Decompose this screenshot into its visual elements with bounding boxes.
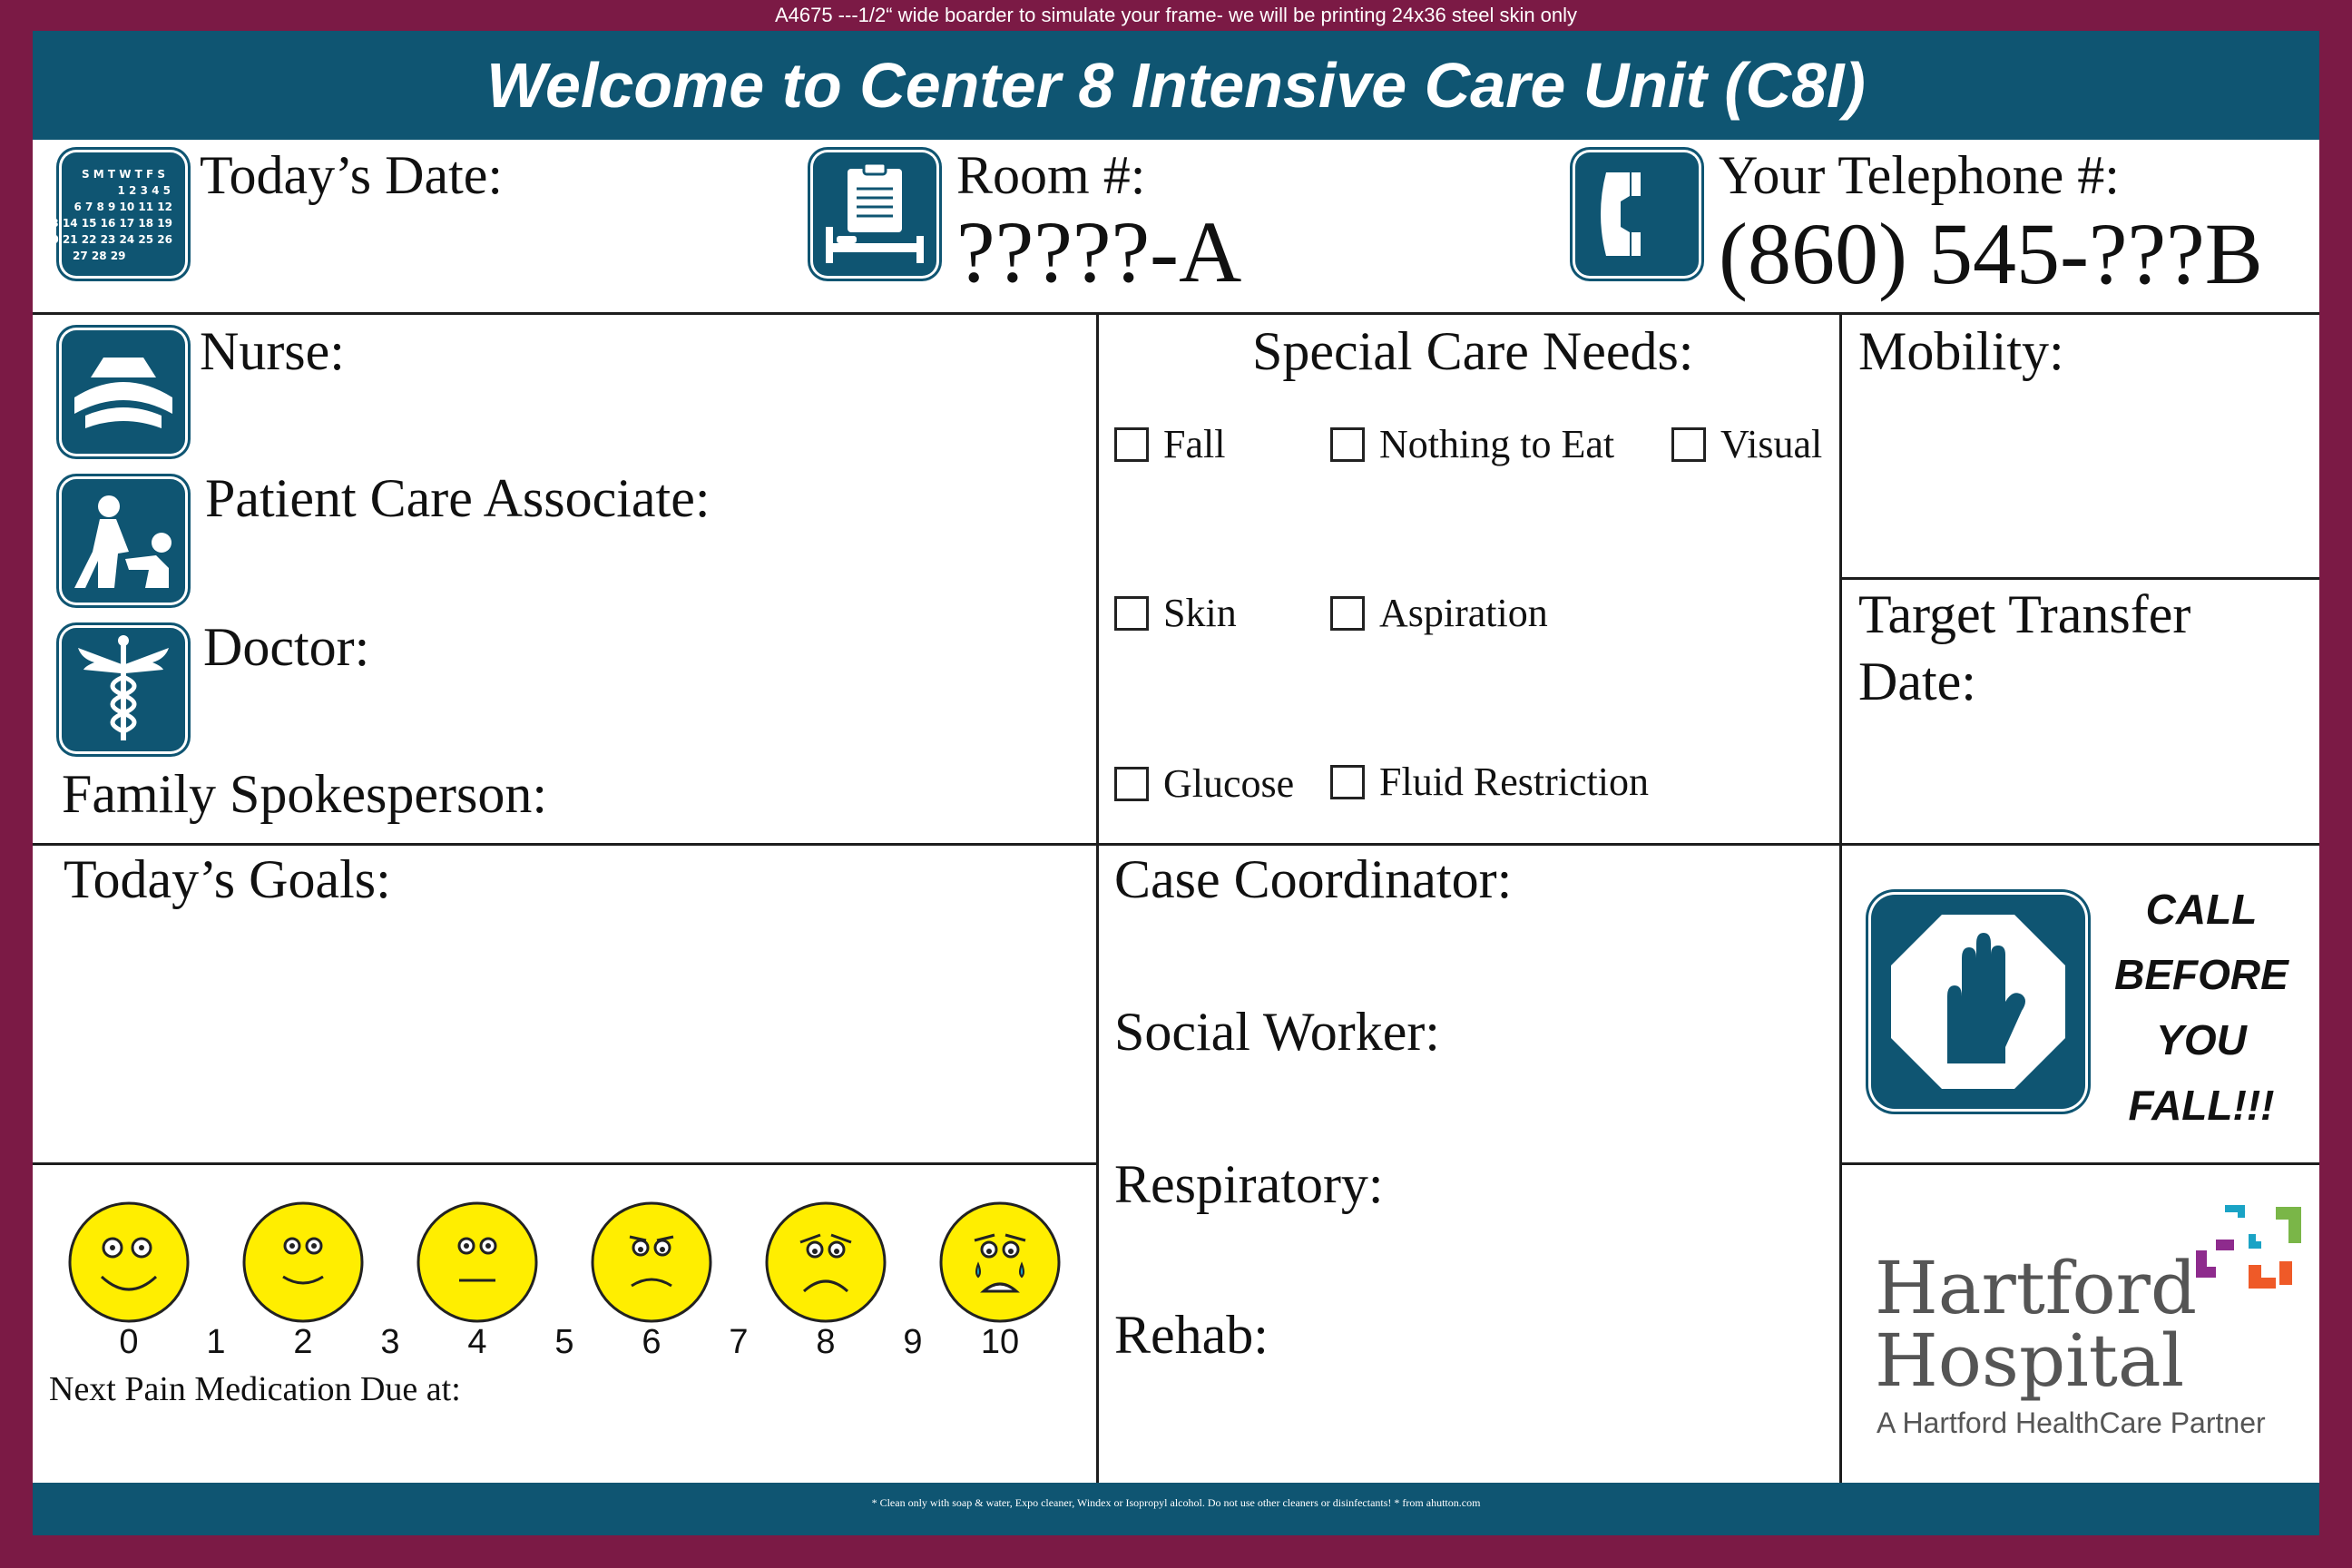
phone-label: Your Telephone #: xyxy=(1719,145,2120,205)
call-line: CALL xyxy=(2145,886,2258,933)
divider xyxy=(33,843,2319,846)
checkbox-nothing-to-eat[interactable] xyxy=(1330,421,1614,467)
checkbox-box[interactable] xyxy=(1114,427,1149,462)
call-before-you-fall xyxy=(2092,877,2310,1138)
next-pain-medication-label: Next Pain Medication Due at: xyxy=(49,1370,461,1408)
stop-hand-icon xyxy=(1871,895,2085,1109)
checkbox-label: Visual xyxy=(1720,422,1823,466)
svg-text:13 14 15 16 17 18 19: 13 14 15 16 17 18 19 xyxy=(44,217,172,230)
page-title: Welcome to Center 8 Intensive Care Unit (C8I) xyxy=(33,31,2319,140)
divider xyxy=(33,312,2319,315)
divider xyxy=(1839,312,1842,1483)
goals-label: Today’s Goals: xyxy=(64,849,391,909)
checkbox-skin[interactable] xyxy=(1114,590,1237,636)
svg-text:20 21 22 23 24 25 26: 20 21 22 23 24 25 26 xyxy=(44,233,172,246)
transfer-label-line2: Date: xyxy=(1858,652,1976,711)
special-care-title: Special Care Needs: xyxy=(1252,321,1694,381)
logo-line-2: Hospital xyxy=(1875,1318,2185,1403)
phone-icon xyxy=(1575,152,1699,276)
divider xyxy=(1839,577,2319,580)
checkbox-label: Fall xyxy=(1163,422,1226,466)
doctor-label: Doctor: xyxy=(203,617,370,677)
pain-scale-number: 0 xyxy=(119,1323,139,1361)
checkbox-glucose[interactable] xyxy=(1114,760,1294,807)
room-label: Room #: xyxy=(956,145,1146,205)
checkbox-label: Aspiration xyxy=(1379,591,1548,635)
checkbox-label: Glucose xyxy=(1163,761,1295,806)
room-value: ?????-A xyxy=(956,203,1242,300)
svg-text:1 2 3 4 5: 1 2 3 4 5 xyxy=(117,184,171,197)
call-line: YOU xyxy=(2156,1016,2247,1063)
pain-scale-number: 9 xyxy=(903,1323,923,1361)
checkbox-visual[interactable] xyxy=(1671,421,1822,467)
pain-scale-number: 6 xyxy=(642,1323,662,1361)
pain-face-10 xyxy=(938,1200,1062,1324)
case-coordinator-label: Case Coordinator: xyxy=(1114,849,1513,909)
whiteboard xyxy=(33,31,2319,1535)
checkbox-box[interactable] xyxy=(1114,596,1149,631)
mobility-label: Mobility: xyxy=(1858,321,2064,381)
checkbox-fluid-restriction[interactable] xyxy=(1330,759,1649,805)
calendar-icon xyxy=(44,152,185,276)
call-line: BEFORE xyxy=(2114,951,2288,998)
divider xyxy=(1096,312,1099,1483)
rehab-label: Rehab: xyxy=(1114,1305,1269,1365)
pain-face-0 xyxy=(67,1200,191,1324)
checkbox-box[interactable] xyxy=(1114,767,1149,801)
respiratory-label: Respiratory: xyxy=(1114,1154,1384,1214)
checkbox-box[interactable] xyxy=(1671,427,1706,462)
divider xyxy=(33,1162,1096,1165)
date-label: Today’s Date: xyxy=(200,145,504,205)
family-spokesperson-label: Family Spokesperson: xyxy=(62,764,547,824)
pain-face-4 xyxy=(416,1200,539,1324)
social-worker-label: Social Worker: xyxy=(1114,1002,1440,1062)
pain-scale-number: 5 xyxy=(554,1323,574,1361)
footer-note: * Clean only with soap & water, Expo cleaner, Windex or Isopropyl alcohol. Do not use other cleaners or disinfectants! * from ahutton.com xyxy=(33,1483,2319,1535)
checkbox-label: Fluid Restriction xyxy=(1379,760,1649,804)
pain-scale-number: 7 xyxy=(729,1323,749,1361)
pain-scale-number: 10 xyxy=(980,1323,1020,1361)
checkbox-fall[interactable] xyxy=(1114,421,1225,467)
checkbox-box[interactable] xyxy=(1330,765,1365,799)
logo-tagline: A Hartford HealthCare Partner xyxy=(1877,1406,2266,1439)
transfer-label-line1: Target Transfer xyxy=(1858,584,2191,644)
call-line: FALL!!! xyxy=(2128,1082,2275,1129)
checkbox-box[interactable] xyxy=(1330,596,1365,631)
patient-care-associate-icon xyxy=(62,479,185,603)
pain-scale-number: 2 xyxy=(293,1323,313,1361)
svg-text:27 28 29: 27 28 29 xyxy=(73,250,126,262)
checkbox-box[interactable] xyxy=(1330,427,1365,462)
nurse-icon xyxy=(62,330,185,454)
pain-face-8 xyxy=(764,1200,887,1324)
pain-scale-number: 3 xyxy=(380,1323,400,1361)
divider xyxy=(1839,1162,2319,1165)
checkbox-label: Skin xyxy=(1163,591,1237,635)
nurse-label: Nurse: xyxy=(200,321,345,381)
pain-scale-number: 8 xyxy=(816,1323,836,1361)
logo-mark-icon xyxy=(2189,1198,2316,1325)
pain-face-6 xyxy=(590,1200,713,1324)
checkbox-label: Nothing to Eat xyxy=(1379,422,1615,466)
checkbox-aspiration[interactable] xyxy=(1330,590,1548,636)
pca-label: Patient Care Associate: xyxy=(205,468,710,528)
pain-scale-number: 1 xyxy=(206,1323,226,1361)
svg-text:6 7 8 9 10 11 12: 6 7 8 9 10 11 12 xyxy=(74,201,172,213)
frame-note: A4675 ---1/2“ wide boarder to simulate your frame- we will be printing 24x36 steel skin only xyxy=(774,4,1578,26)
caduceus-icon xyxy=(62,628,185,751)
svg-text:S M T W T F S: S M T W T F S xyxy=(81,168,166,181)
bed-icon xyxy=(813,152,936,276)
logo-line-1: Hartford xyxy=(1875,1246,2198,1330)
pain-scale-number: 4 xyxy=(467,1323,487,1361)
phone-value: (860) 545-???B xyxy=(1719,205,2263,302)
pain-face-2 xyxy=(241,1200,365,1324)
